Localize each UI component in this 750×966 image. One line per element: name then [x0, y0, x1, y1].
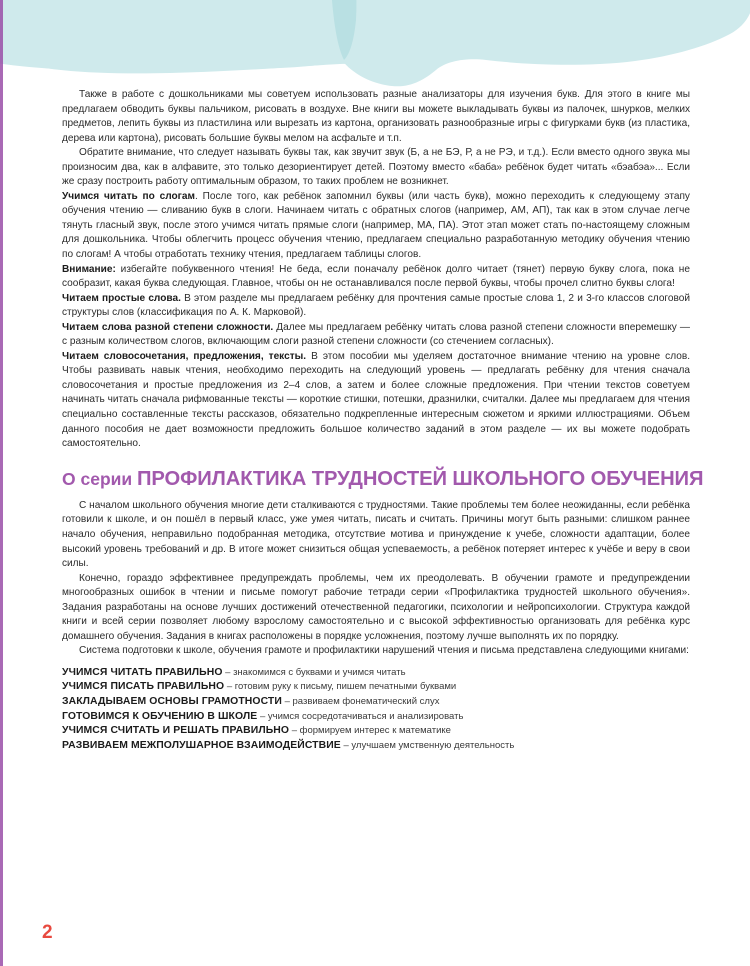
stage-rest-4: Далее мы предлагаем ребёнку читать слова разной степени сложности вперемешку — с разным количеством слогов, включающим слоги разной степени сложности (со стечением согласных). [62, 321, 690, 348]
book-title: УЧИМСЯ ЧИТАТЬ ПРАВИЛЬНО [62, 666, 223, 678]
book-description: развиваем фонематический слух [292, 696, 440, 708]
stage-rest-2: избегайте побуквенного чтения! Не беда, если поначалу ребёнок долго читает (тянет) первую букву слога, пока не сообразит, какая буква следующая. Главное, чтобы он не останавливался после первой буквы, чтобы прочел слитно буквы слога! [62, 263, 690, 290]
book-dash: – [281, 696, 293, 708]
stage-paragraph-4 [62, 321, 690, 350]
stage-rest-3: В этом разделе мы предлагаем ребёнку для прочтения самые простые слова 1, 2 и 3-го классов слоговой структуры слов (классификация по А. К. Марковой). [62, 292, 691, 319]
book-title: ГОТОВИМСЯ К ОБУЧЕНИЮ В ШКОЛЕ [62, 710, 258, 722]
page-content [62, 88, 704, 753]
stage-lead-5: Читаем словосочетания, предложения, тексты. [62, 350, 307, 362]
section-heading-lead: О серии [62, 468, 138, 489]
book-description: улучшаем умственную деятельность [351, 739, 515, 751]
stage-list [62, 190, 690, 452]
book-dash: – [340, 739, 352, 751]
stage-lead-4: Читаем слова разной степени сложности. [62, 321, 274, 333]
section-paragraph-2: Конечно, гораздо эффективнее предупреждать проблемы, чем их преодолевать. В обучении грамоте и предупреждении многообразных ошибок в чтении и письме помогут рабочие тетради серии «Профилактика трудностей школьного обучения». Задания разработаны на основе лучших достижений отечественной педагогики, психологии и нейропсихологии. Структура каждой книги и всей серии позволяет любому взрослому самостоятельно и с высокой эффективностью организовать для ребёнка курс домашнего обучения. Задания в книгах расположены в порядке усложнения, поэтому лучше выполнять их по порядку. [62, 572, 690, 642]
stage-lead-2: Внимание: [62, 263, 116, 275]
book-description: готовим руку к письму, пишем печатными буквами [234, 681, 457, 693]
book-list-item [62, 739, 690, 754]
left-purple-edge-bar [0, 0, 3, 966]
book-title: УЧИМСЯ СЧИТАТЬ И РЕШАТЬ ПРАВИЛЬНО [62, 725, 290, 737]
book-list-item [62, 724, 690, 739]
book-list-item [62, 666, 690, 681]
stage-paragraph-1 [62, 190, 690, 263]
stage-rest-1: . После того, как ребёнок запомнил буквы (или часть букв), можно переходить к следующему этапу обучения чтению — сливанию букв в слоги. Начинаем читать с обратных слогов (например, АМ, АП), так как в этом случае легче тянуть гласный звук, после этого учимся читать прямые слоги (например, МА, ПА). Этот этап может стать по-настоящему сложным для дошкольника. Чтобы облегчить процесс обучения чтению, предлагаем специально разработанную методику обучения чтению по слогам! А чтобы отработать технику чтения, предлагаем таблицы слогов. [62, 190, 690, 261]
teal-blob-left-wide [0, 0, 358, 71]
teal-blob-left [0, 0, 370, 73]
stage-rest-5: В этом пособии мы уделяем достаточное внимание чтению на уровне слов. Чтобы развивать навык чтения, необходимо переходить на следующий уровень — предлагать ребёнку для чтения сначала словосочетания и простые предложения из 2–4 слов, а затем и более сложные предложения. При чтении текстов советуем начинать читать сначала рифмованные тексты — короткие стишки, потешки, дразнилки, считалки. Далее мы предлагаем для чтения специально составленные тексты рассказов, обязательно подкрепленные интересным сюжетом и яркими иллюстрациями. Объем данного пособия не дает возможности предложить большое количество заданий в этом разделе — их вы можете подобрать самостоятельно. [62, 350, 691, 450]
book-list-item [62, 695, 690, 710]
book-title: ЗАКЛАДЫВАЕМ ОСНОВЫ ГРАМОТНОСТИ [62, 696, 282, 708]
section-heading [62, 467, 704, 490]
book-title: УЧИМСЯ ПИСАТЬ ПРАВИЛЬНО [62, 681, 225, 693]
book-description: учимся сосредотачиваться и анализировать [267, 710, 464, 722]
intro-paragraph-2: Обратите внимание, что следует называть буквы так, как звучит звук (Б, а не БЭ, Р, а не РЭ, и т.д.). Если вместо одного звука мы произносим два, как в алфавите, это только дезориентирует детей. Поэтому вместо «баба» ребёнок будет читать «бэабэа»... Если же сразу построить работу оптимальным образом, то таких проблем не возникнет. [62, 147, 690, 188]
stage-lead-3: Читаем простые слова. [62, 292, 181, 304]
section-paragraph-1: С началом школьного обучения многие дети сталкиваются с трудностями. Такие проблемы тем более неожиданны, если ребёнка готовили к школе, и он пошёл в первый класс, уже умея читать, писать и считать. Причины могут быть разными: слишком раннее начало обучения, неправильно подобранная методика, отсутствие мотива и принуждение к учебе, сложности адаптации, более высокий уровень требований и др. В итоге может снизиться общая успеваемость, а ребёнок потеряет интерес к учёбе и веру в свои силы. [62, 499, 690, 570]
intro-paragraph-1: Также в работе с дошкольниками мы советуем использовать разные анализаторы для изучения букв. Для этого в книге мы предлагаем обводить буквы пальчиком, рисовать в воздухе. Вне книги вы можете выкладывать буквы из палочек, шнурков, мелких предметов, лепить буквы из пластилина или вырезать из картона, организовать разнообразные игры с фигурками букв (из пластика, дерева или картона), рисовать большие буквы мелом на асфальте и т.п. [62, 89, 690, 144]
teal-blob-right [330, 0, 750, 86]
book-list-item [62, 680, 690, 695]
book-series-list [62, 666, 690, 754]
book-dash: – [257, 710, 268, 722]
teal-blob-overlap [330, 0, 356, 60]
stage-lead-1: Учимся читать по слогам [62, 190, 195, 202]
teal-blob-decoration [0, 0, 750, 92]
book-dash: – [224, 681, 235, 693]
stage-paragraph-3 [62, 292, 690, 321]
book-title: РАЗВИВАЕМ МЕЖПОЛУШАРНОЕ ВЗАИМОДЕЙСТВИЕ [62, 739, 341, 751]
book-description: формируем интерес к математике [299, 725, 451, 737]
stage-paragraph-5 [62, 350, 690, 452]
page-number: 2 [42, 922, 53, 943]
book-list-item [62, 710, 690, 725]
stage-paragraph-2 [62, 263, 690, 292]
book-dash: – [289, 725, 300, 737]
section-heading-main: ПРОФИЛАКТИКА ТРУДНОСТЕЙ ШКОЛЬНОГО ОБУЧЕНИЯ [137, 467, 704, 490]
book-dash: – [222, 666, 234, 678]
book-description: знакомимся с буквами и учимся читать [233, 666, 406, 678]
section-paragraph-3: Система подготовки к школе, обучения грамоте и профилактики нарушений чтения и письма представлена следующими книгами: [79, 645, 689, 657]
